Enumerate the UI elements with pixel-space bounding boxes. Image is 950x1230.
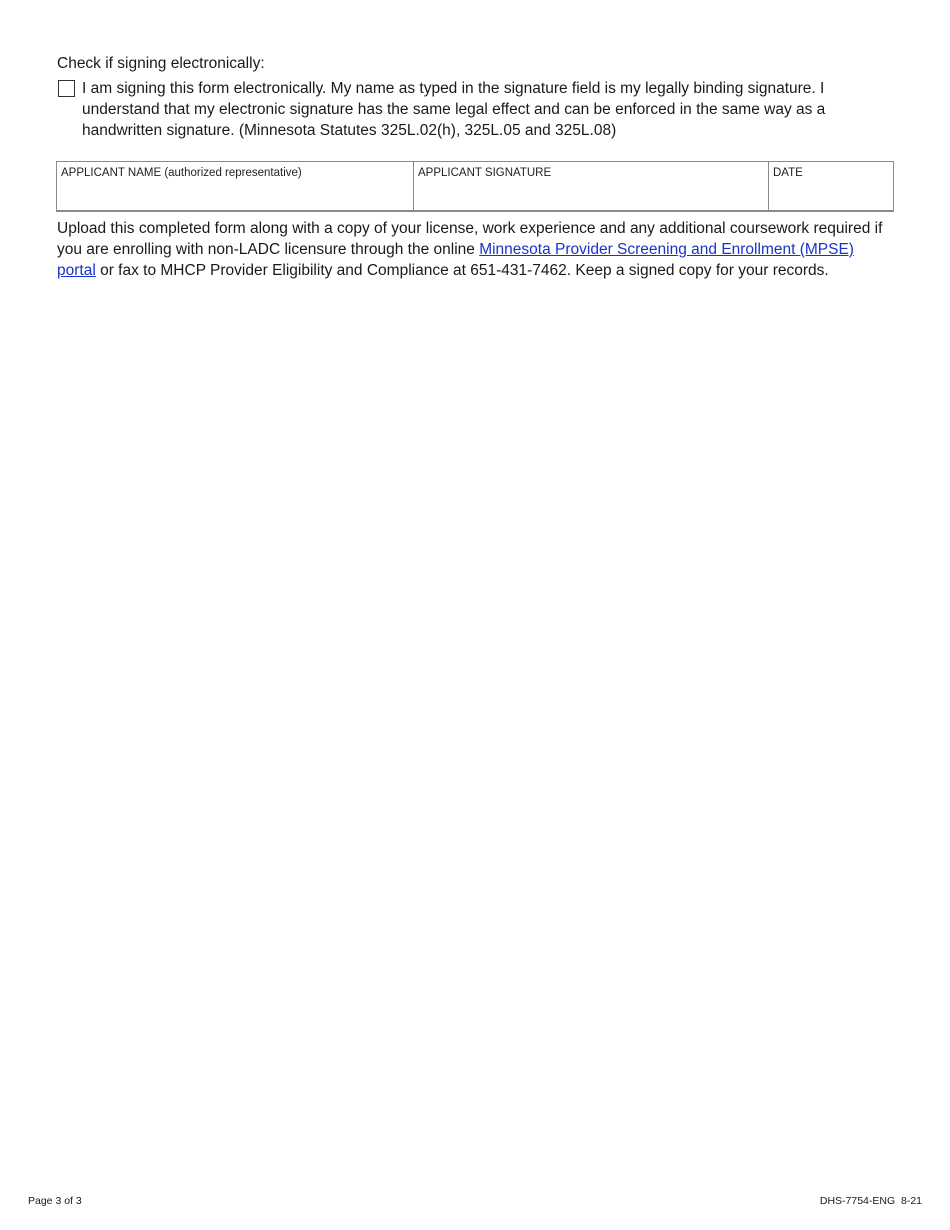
form-id: DHS-7754-ENG 8-21	[819, 1195, 922, 1207]
date-label: DATE	[773, 167, 803, 179]
upload-instructions	[57, 218, 892, 281]
instructions-text-after-link: or fax to MHCP Provider Eligibility and Compliance at 651-431-7462. Keep a signed copy for your records.	[95, 262, 829, 279]
electronic-signing-heading: Check if signing electronically:	[57, 55, 265, 72]
applicant-name-label: APPLICANT NAME (authorized representative)	[61, 167, 302, 179]
date-field[interactable]	[769, 162, 893, 210]
mpse-portal-link[interactable]: Minnesota Provider Screening and Enrollment (MPSE) portal	[57, 241, 854, 279]
applicant-signature-field[interactable]	[414, 162, 769, 210]
page-number: Page 3 of 3	[28, 1195, 82, 1207]
instructions-text-before-link: Upload this completed form along with a copy of your license, work experience and any additional coursework required if you are enrolling with non-LADC licensure through the online	[57, 220, 883, 258]
signature-table	[56, 161, 894, 212]
applicant-name-field[interactable]	[57, 162, 414, 210]
electronic-signing-checkbox[interactable]	[58, 80, 75, 97]
applicant-signature-label: APPLICANT SIGNATURE	[418, 167, 552, 179]
electronic-signing-statement: I am signing this form electronically. My name as typed in the signature field is my legally binding signature. I understand that my electronic signature has the same legal effect and can be enforced in the same way as a handwritten signature. (Minnesota Statutes 325L.02(h), 325L.05 and 325L.08)	[82, 80, 826, 139]
